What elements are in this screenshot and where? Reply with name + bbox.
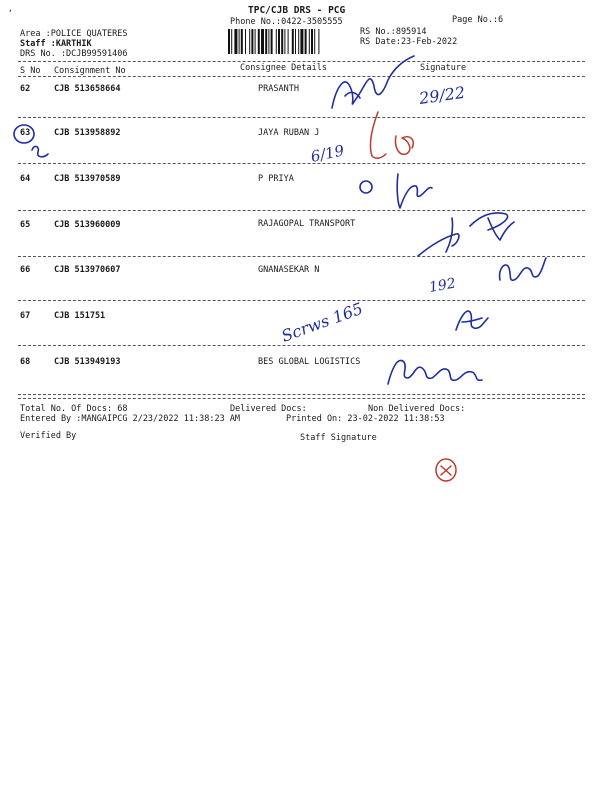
signature-row-67 (456, 311, 488, 330)
entered-by: Entered By :MANGAIPCG 2/23/2022 11:38:23 AM (20, 414, 241, 424)
staff-field: Staff :KARTHIK (20, 39, 92, 49)
phone-number: Phone No.:0422-3505555 (230, 17, 343, 27)
area-field: Area :POLICE QUATERES (20, 29, 128, 39)
row-66-sno: 66 (20, 265, 31, 275)
row-65-sno: 65 (20, 220, 31, 230)
col-signature: Signature (420, 63, 467, 73)
col-consignee: Consignee Details (240, 63, 327, 73)
row-64-sno: 64 (20, 174, 31, 184)
row-62-consignment: CJB 513658664 (54, 84, 121, 94)
red-initials-mark (395, 136, 413, 154)
signature-row-62 (332, 56, 414, 108)
drs-number: DRS No. :DCJB99591406 (20, 49, 128, 59)
handwritten-date-63: 6/19 (309, 141, 346, 166)
total-docs: Total No. Of Docs: 68 (20, 404, 128, 414)
circle-mark-63 (14, 125, 34, 143)
rs-number: RS No.:895914 (360, 27, 427, 37)
staff-signature-label: Staff Signature (300, 433, 377, 443)
handwritten-date-62: 29/22 (417, 82, 467, 108)
row-64-consignee: P PRIYA (258, 174, 294, 184)
row-62-sno: 62 (20, 84, 31, 94)
row-63-sno: 63 (20, 128, 31, 138)
signature-row-65 (418, 213, 514, 256)
non-delivered-docs: Non Delivered Docs: (368, 404, 466, 414)
red-bracket-mark (370, 112, 386, 158)
row-68-consignee: BES GLOBAL LOGISTICS (258, 357, 361, 367)
printed-on: Printed On: 23-02-2022 11:38:53 (286, 414, 445, 424)
signature-row-68 (388, 360, 482, 384)
signature-row-66 (500, 258, 546, 280)
rs-date: RS Date:23-Feb-2022 (360, 37, 458, 47)
page-number: Page No.:6 (452, 15, 504, 25)
row-65-consignee: RAJAGOPAL TRANSPORT (258, 219, 356, 229)
row-68-consignment: CJB 513949193 (54, 357, 121, 367)
signature-row-64 (397, 174, 432, 208)
col-consignment: Consignment No (54, 66, 126, 76)
corner-mark: , (8, 4, 13, 13)
row-64-consignment: CJB 513970589 (54, 174, 121, 184)
delivered-docs: Delivered Docs: (230, 404, 307, 414)
row-67-consignment: CJB 151751 (54, 311, 106, 321)
verified-by-label: Verified By (20, 431, 77, 441)
row-67-sno: 67 (20, 311, 31, 321)
handwritten-note-66: 192 (427, 275, 458, 296)
row-63-consignment: CJB 513958892 (54, 128, 121, 138)
handwritten-note-67: Scrws 165 (278, 298, 366, 346)
row-65-consignment: CJB 513960009 (54, 220, 121, 230)
col-sno: S No (20, 66, 41, 76)
row-62-consignee: PRASANTH (258, 84, 299, 94)
row-66-consignee: GNANASEKAR N (258, 265, 320, 275)
row-63-consignee: JAYA RUBAN J (258, 128, 320, 138)
row-66-consignment: CJB 513970607 (54, 265, 121, 275)
document-title: TPC/CJB DRS - PCG (248, 5, 346, 16)
row-68-sno: 68 (20, 357, 31, 367)
